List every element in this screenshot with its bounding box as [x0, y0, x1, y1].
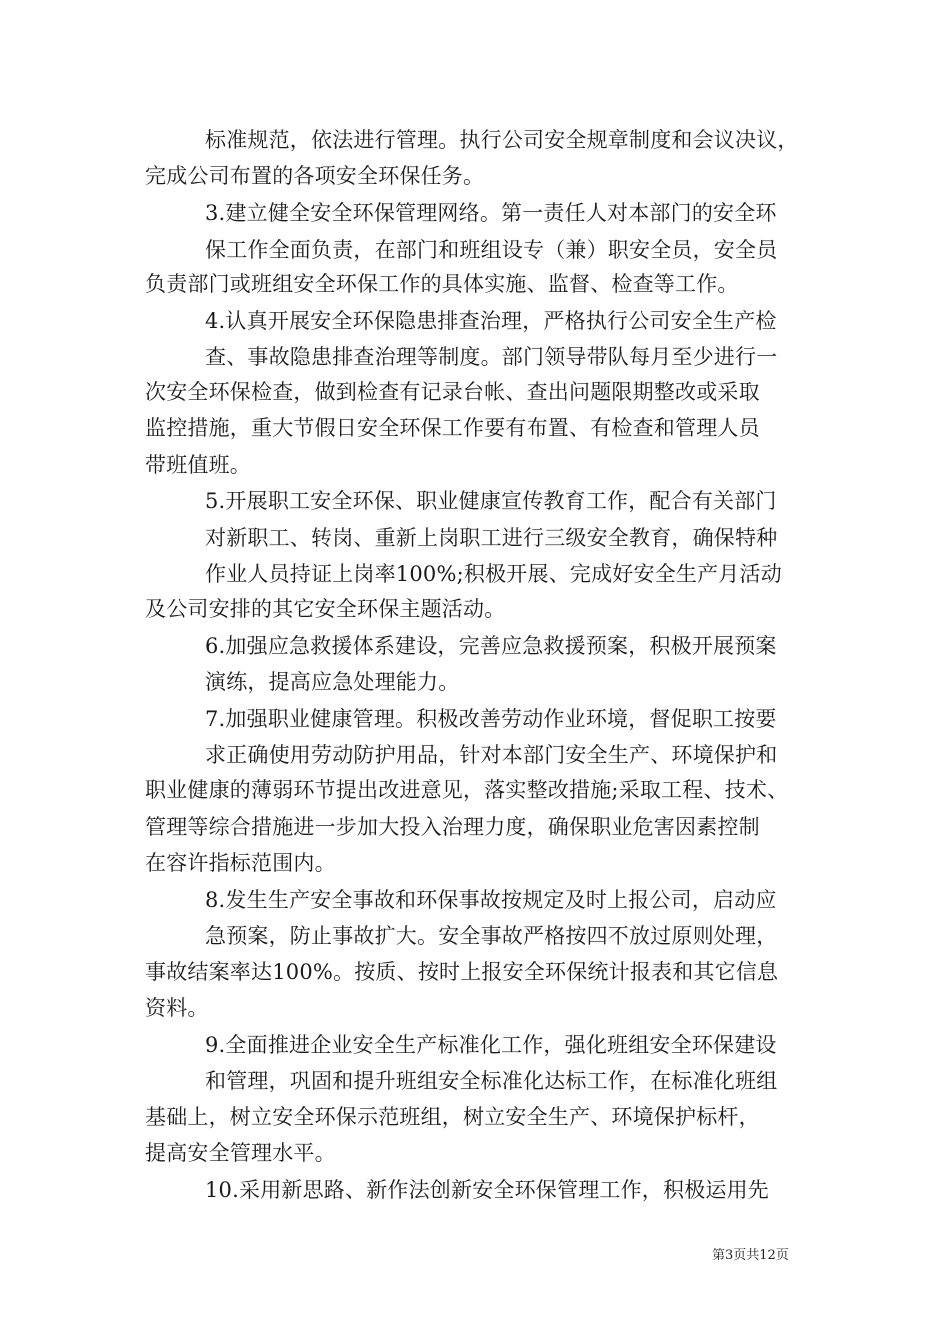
- body-line: 职业健康的薄弱环节提出改进意见，落实整改措施;采取工程、技术、: [145, 778, 789, 802]
- body-line: 事故结案率达100%。按质、按时上报安全环保统计报表和其它信息: [145, 960, 779, 984]
- body-line: 在容许指标范围内。: [145, 851, 336, 875]
- body-line: 及公司安排的其它安全环保主题活动。: [145, 597, 506, 621]
- body-line: 6.加强应急救援体系建设，完善应急救援预案，积极开展预案: [205, 634, 777, 658]
- body-line: 监控措施，重大节假日安全环保工作要有布置、有检查和管理人员: [145, 416, 760, 440]
- body-line: 负责部门或班组安全环保工作的具体实施、监督、检查等工作。: [145, 272, 739, 296]
- body-line: 8.发生生产安全事故和环保事故按规定及时上报公司，启动应: [205, 888, 777, 912]
- body-line: 10.采用新思路、新作法创新安全环保管理工作，积极运用先: [205, 1178, 769, 1202]
- body-line: 查、事故隐患排查治理等制度。部门领导带队每月至少进行一: [205, 345, 778, 369]
- body-line: 保工作全面负责，在部门和班组设专（兼）职安全员，安全员: [205, 238, 778, 262]
- body-line: 基础上，树立安全环保示范班组，树立安全生产、环境保护标杆，: [145, 1105, 760, 1129]
- body-line: 对新职工、转岗、重新上岗职工进行三级安全教育，确保特种: [205, 526, 778, 550]
- body-line: 完成公司布置的各项安全环保任务。: [145, 164, 485, 188]
- body-line: 4.认真开展安全环保隐患排查治理，严格执行公司安全生产检: [205, 309, 777, 333]
- body-line: 急预案，防止事故扩大。安全事故严格按四不放过原则处理，: [205, 924, 778, 948]
- body-line: 7.加强职业健康管理。积极改善劳动作业环境，督促职工按要: [205, 707, 777, 731]
- body-line: 标准规范，依法进行管理。执行公司安全规章制度和会议决议，: [205, 128, 799, 152]
- body-line: 次安全环保检查，做到检查有记录台帐、查出问题限期整改或采取: [145, 380, 760, 404]
- body-line: 3.建立健全安全环保管理网络。第一责任人对本部门的安全环: [205, 201, 777, 225]
- page-number: 第3页共12页: [712, 1248, 789, 1263]
- body-line: 资料。: [145, 996, 209, 1020]
- body-line: 管理等综合措施进一步加大投入治理力度，确保职业危害因素控制: [145, 815, 760, 839]
- body-line: 和管理，巩固和提升班组安全标准化达标工作，在标准化班组: [205, 1069, 778, 1093]
- body-line: 演练，提高应急处理能力。: [205, 670, 460, 694]
- body-line: 提高安全管理水平。: [145, 1141, 336, 1165]
- body-line: 求正确使用劳动防护用品，针对本部门安全生产、环境保护和: [205, 743, 778, 767]
- body-line: 作业人员持证上岗率100%;积极开展、完成好安全生产月活动: [205, 562, 782, 586]
- body-line: 9.全面推进企业安全生产标准化工作，强化班组安全环保建设: [205, 1033, 777, 1057]
- body-line: 5.开展职工安全环保、职业健康宣传教育工作，配合有关部门: [205, 489, 777, 513]
- body-line: 带班值班。: [145, 453, 251, 477]
